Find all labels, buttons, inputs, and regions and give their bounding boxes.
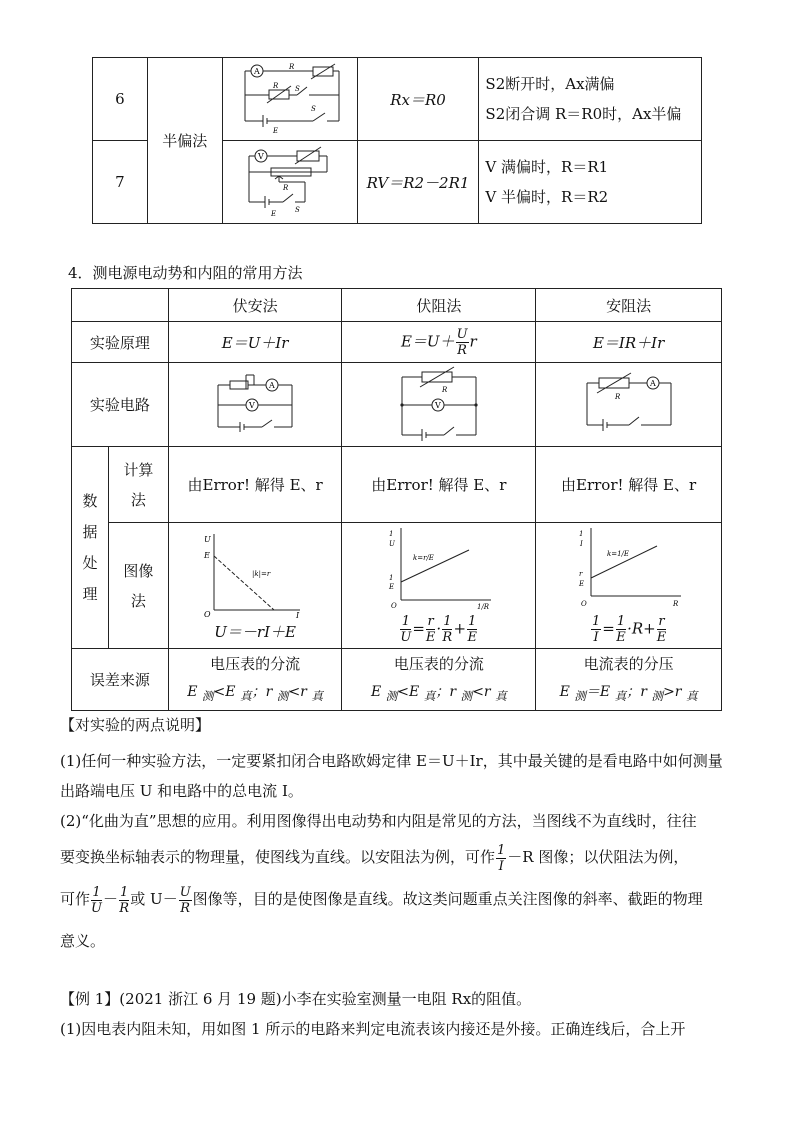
voltmeter-half-deflection-circuit [235,144,345,216]
note-2-line-2: 要变换坐标轴表示的物理量，使图线为直线。以安阻法为例，可作 $\frac{1}{I}$ －R 图像；以伏阻法为例， [60,842,689,874]
note-2-line-4: 意义。 [60,932,106,950]
svg-text:V: V [434,400,441,410]
svg-text:A: A [269,380,275,390]
svg-text:S: S [294,85,300,93]
voltammeter-circuit [210,371,300,435]
circuit-ammeter-resistor [536,363,722,447]
principle-1: E＝U＋Ir [168,322,342,363]
example-title: 【例 1】(2021 浙江 6 月 19 题)小李在实验室测量一电阻 Rx的阻值。 [60,990,532,1008]
svg-text:A: A [649,378,656,388]
graph-label: 图像 法 [108,523,168,649]
svg-text:S: S [294,206,300,214]
svg-text:E: E [578,580,584,588]
note-2-line-3: 可作 $\frac{1}{U}$ － $\frac{1}{R}$ 或 U－ $\frac{U}{R}$ 图像等，目的是使图像是直线。故这类问题重点关注图像的斜率、截距的物理 [60,884,703,916]
svg-text:U: U [388,540,395,548]
svg-text:I: I [579,540,583,548]
header-ammeter-resistor: 安阻法 [536,289,722,322]
example-line-2: (1)因电表内阻未知，用如图 1 所示的电路来判定电流表该内接还是外接。正确连线后，合上开 [60,1020,686,1038]
conditions-7: V 满偏时，R＝R1 V 半偏时，R＝R2 [479,141,702,224]
notes-heading: 【对实验的两点说明】 [60,716,211,734]
circuit-label: 实验电路 [72,363,169,447]
conditions-6: S2断开时，Ax满偏 S2闭合调 R＝R0时，Ax半偏 [479,58,702,141]
svg-text:U: U [204,534,211,544]
principle-label: 实验原理 [72,322,169,363]
svg-text:1: 1 [388,574,394,582]
svg-text:E: E [272,127,278,133]
ammeter-resistor-circuit [579,371,679,435]
svg-text:O: O [204,609,211,618]
inv-u-inv-r-graph [379,526,499,610]
svg-text:S: S [310,105,316,113]
circuit-ammeter-half [222,58,357,141]
svg-text:I: I [296,610,300,618]
principle-3: E＝IR＋Ir [536,322,722,363]
graph-ammeter-resistor [536,523,722,649]
graph-formula-1: U＝－rI＋E [214,622,296,641]
note-1: (1)任何一种实验方法，一定要紧扣闭合电路欧姆定律 E＝U＋Ir，其中最关键的是看电路中如何测量出路端电压 U 和电路中的总电流 I。 [60,752,723,800]
graph-voltammeter [168,523,342,649]
svg-text:|k|=r: |k|=r [252,569,271,578]
svg-text:V: V [257,152,264,161]
svg-text:1/R: 1/R [476,603,489,610]
formula-rv: RV＝R2－2R1 [357,141,479,224]
svg-text:V: V [249,400,255,410]
svg-text:r: r [578,570,582,578]
inv-i-r-graph [569,526,689,610]
graph-voltmeter-resistor [342,523,536,649]
svg-text:E: E [388,583,394,591]
svg-text:A: A [253,67,260,76]
svg-text:k=r/E: k=r/E [412,554,434,562]
error-1: 电压表的分流 E $_测$<E $_真$；r $_测$<r $_真$ [168,649,342,711]
svg-text:E: E [270,210,276,216]
error-2: 电压表的分流 E $_测$<E $_真$；r $_测$<r $_真$ [342,649,536,711]
principle-2: E＝U＋ $\frac{U}{R}$ r [342,322,536,363]
svg-text:k=1/E: k=1/E [606,550,629,558]
svg-text:R: R [282,184,288,192]
calc-label: 计算 法 [108,447,168,523]
ammeter-half-deflection-circuit [235,61,345,133]
svg-text:E: E [204,550,210,560]
svg-text:1: 1 [388,530,394,538]
half-deflection-table [92,57,702,224]
u-i-graph [200,530,310,618]
svg-text:O: O [390,602,397,610]
svg-text:R: R [288,63,294,71]
svg-text:1: 1 [578,530,584,538]
graph-formula-2: $\frac{1}{U}$ = $\frac{r}{E}$ · $\frac{1}{R}$ + $\frac{1}{E}$ [400,614,477,645]
formula-rx: Rx＝R0 [357,58,479,141]
emf-methods-table [71,288,722,711]
section-title: 4．测电源电动势和内阻的常用方法 [68,264,303,282]
error-label: 误差来源 [72,649,169,711]
method-name: 半偏法 [147,58,222,224]
error-3: 电流表的分压 E $_测$＝E $_真$；r $_测$>r $_真$ [536,649,722,711]
circuit-voltammeter [168,363,342,447]
voltmeter-resistor-circuit [394,365,484,441]
svg-text:R: R [614,392,620,401]
header-voltammeter: 伏安法 [168,289,342,322]
row-number: 7 [93,141,148,224]
calc-1: 由Error! 解得 E、r [168,447,342,523]
header-voltmeter-resistor: 伏阻法 [342,289,536,322]
svg-text:R: R [672,600,678,608]
calc-2: 由Error! 解得 E、r [342,447,536,523]
note-2-line-1: (2)“化曲为直”思想的应用。利用图像得出电动势和内阻是常见的方法，当图线不为直线时，往往 [60,812,697,830]
svg-text:R: R [441,385,448,394]
svg-text:R: R [272,82,278,90]
calc-3: 由Error! 解得 E、r [536,447,722,523]
circuit-voltmeter-half [222,141,357,224]
circuit-voltmeter-resistor [342,363,536,447]
graph-formula-3: $\frac{1}{I}$ = $\frac{1}{E}$ ·R+ $\frac{r}{E}$ [591,614,667,645]
data-processing-label: 数 据 处 理 [72,447,109,649]
row-number: 6 [93,58,148,141]
svg-text:O: O [580,600,587,608]
